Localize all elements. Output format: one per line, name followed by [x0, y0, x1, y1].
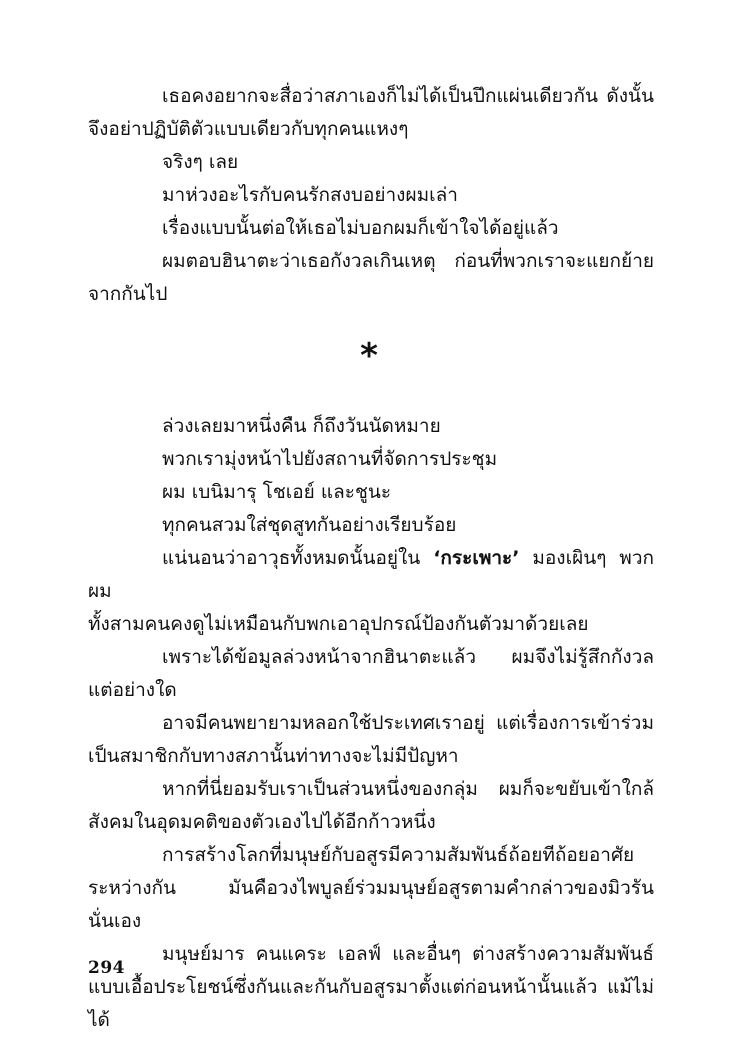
paragraph: มาห่วงอะไรกับคนรักสงบอย่างผมเล่า	[162, 184, 458, 206]
paragraph	[88, 839, 654, 872]
paragraph-line: หากที่นี่ยอมรับเราเป็นส่วนหนึ่งของกลุ่ม ผมก็จะขยับเข้าใกล้	[162, 778, 654, 800]
text-run: มองเผินๆ พวกผม	[88, 547, 655, 602]
paragraph-line: ผมตอบฮินาตะว่าเธอกังวลเกินเหตุ ก่อนที่พวกเราจะแยกย้าย	[162, 250, 654, 272]
paragraph	[88, 707, 654, 740]
paragraph-line: แบบเอื้อประโยชน์ซึ่งกันและกันกับอสูรมาตั้งแต่ก่อนหน้านั้นแล้ว แม้ไม่ได้	[88, 976, 654, 1031]
paragraph-line: มนุษย์มาร คนแคระ เอลฟ์ และอื่นๆ ต่างสร้างความสัมพันธ์	[162, 943, 654, 965]
scene-break-asterisk: *	[360, 336, 378, 376]
paragraph-continuation	[88, 971, 654, 1037]
paragraph-line: อาจมีคนพยายามหลอกใช้ประเทศเราอยู่ แต่เรื่องการเข้าร่วม	[162, 712, 654, 734]
text-section-upper	[88, 80, 654, 311]
paragraph	[88, 245, 654, 278]
text-section-lower	[88, 410, 654, 1037]
paragraph: ทุกคนสวมใส่ชุดสูทกันอย่างเรียบร้อย	[162, 514, 457, 536]
paragraph-continuation	[88, 278, 654, 311]
paragraph	[88, 773, 654, 806]
paragraph-line: ระหว่างกัน มันคือวงไพบูลย์ร่วมมนุษย์อสูรตามคำกล่าวของมิวรันนั่นเอง	[88, 877, 654, 932]
paragraph: จริงๆ เลย	[162, 151, 239, 173]
paragraph-line: สังคมในอุดมคติของตัวเองไปได้อีกก้าวหนึ่ง	[88, 811, 436, 833]
paragraph: ล่วงเลยมาหนึ่งคืน ก็ถึงวันนัดหมาย	[162, 415, 441, 437]
paragraph-line: จากกันไป	[88, 283, 168, 305]
paragraph: เรื่องแบบนั้นต่อให้เธอไม่บอกผมก็เข้าใจได้อยู่แล้ว	[162, 217, 559, 239]
paragraph	[88, 80, 654, 113]
paragraph-line: เพราะได้ข้อมูลล่วงหน้าจากฮินาตะแล้ว ผมจึงไม่รู้สึกกังวล	[162, 646, 654, 668]
paragraph-line: แต่อย่างใด	[88, 679, 177, 701]
paragraph-line: ทั้งสามคนคงดูไม่เหมือนกับพกเอาอุปกรณ์ป้องกันตัวมาด้วยเลย	[88, 613, 589, 635]
paragraph-line	[88, 542, 654, 608]
paragraph-line: จึงอย่าปฏิบัติตัวแบบเดียวกับทุกคนแหงๆ	[88, 118, 409, 140]
text-run: แน่นอนว่าอาวุธทั้งหมดนั้นอยู่ใน	[162, 547, 434, 569]
emphasized-term: ‘กระเพาะ’	[433, 547, 520, 569]
paragraph-continuation	[88, 674, 654, 707]
paragraph: พวกเรามุ่งหน้าไปยังสถานที่จัดการประชุม	[162, 448, 498, 470]
paragraph-line: เธอคงอยากจะสื่อว่าสภาเองก็ไม่ได้เป็นปึกแผ่นเดียวกัน ดังนั้น	[162, 85, 654, 107]
paragraph: ผม เบนิมารุ โชเอย์ และชูนะ	[162, 481, 392, 503]
paragraph-continuation	[88, 740, 654, 773]
paragraph-continuation	[88, 806, 654, 839]
paragraph-line: การสร้างโลกที่มนุษย์กับอสูรมีความสัมพันธ์ถ้อยทีถ้อยอาศัย	[162, 844, 635, 866]
paragraph-continuation	[88, 872, 654, 938]
paragraph-line: เป็นสมาชิกกับทางสภานั้นท่าทางจะไม่มีปัญหา	[88, 745, 459, 767]
paragraph	[88, 542, 654, 608]
paragraph	[88, 938, 654, 971]
paragraph-continuation	[88, 608, 654, 641]
paragraph-continuation	[88, 113, 654, 146]
page-number: 294	[88, 958, 125, 978]
paragraph	[88, 641, 654, 674]
